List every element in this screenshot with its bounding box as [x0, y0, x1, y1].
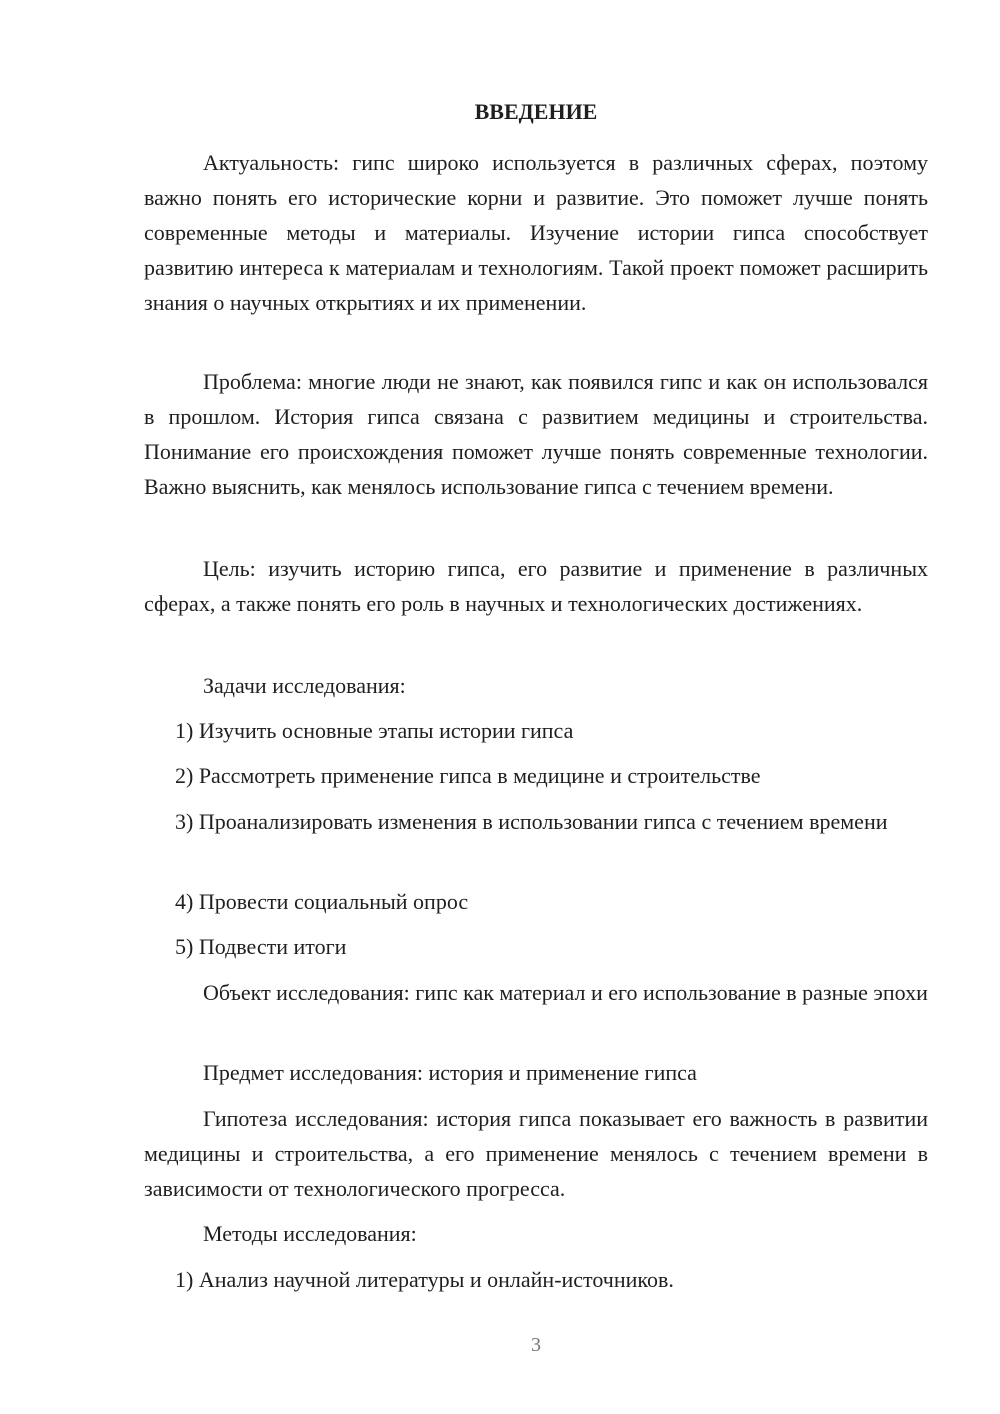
tasks-heading: Задачи исследования: [203, 673, 406, 698]
method-item-1: 1) Анализ научной литературы и онлайн-источников. [175, 1267, 674, 1292]
paragraph-goal: Цель: изучить историю гипса, его развитие и применение в различных сферах, а также понять его роль в научных и технологических достижениях. [144, 556, 928, 616]
section-title: ВВЕДЕНИЕ [474, 99, 598, 124]
task-item-5: 5) Подвести итоги [175, 934, 347, 959]
task-item-4: 4) Провести социальный опрос [175, 889, 469, 914]
task-item-2: 2) Рассмотреть применение гипса в медицине и строительстве [175, 763, 761, 788]
paragraph-problem: Проблема: многие люди не знают, как появился гипс и как он использовался в прошлом. История гипса связана с развитием медицины и строительства. Понимание его происхождения поможет лучше понять современные технологии. Важно выяснить, как менялось использование гипса с течением времени. [144, 369, 928, 499]
methods-heading: Методы исследования: [203, 1221, 417, 1246]
task-item-1: 1) Изучить основные этапы истории гипса [175, 718, 574, 743]
paragraph-object: Объект исследования: гипс как материал и его использование в разные эпохи [203, 980, 928, 1005]
paragraph-hypothesis: Гипотеза исследования: история гипса показывает его важность в развитии медицины и строительства, а его применение менялось с течением времени в зависимости от технологического прогресса. [144, 1106, 928, 1201]
paragraph-subject: Предмет исследования: история и применение гипса [203, 1060, 697, 1085]
paragraph-relevance: Актуальность: гипс широко используется в различных сферах, поэтому важно понять его исторические корни и развитие. Это поможет лучше понять современные методы и материалы. Изучение истории гипса способствует развитию интереса к материалам и технологиям. Такой проект поможет расширить знания о научных открытиях и их применении. [144, 150, 928, 315]
task-item-3: 3) Проанализировать изменения в использовании гипса с течением времени [175, 809, 888, 834]
page-number: 3 [531, 1334, 541, 1356]
